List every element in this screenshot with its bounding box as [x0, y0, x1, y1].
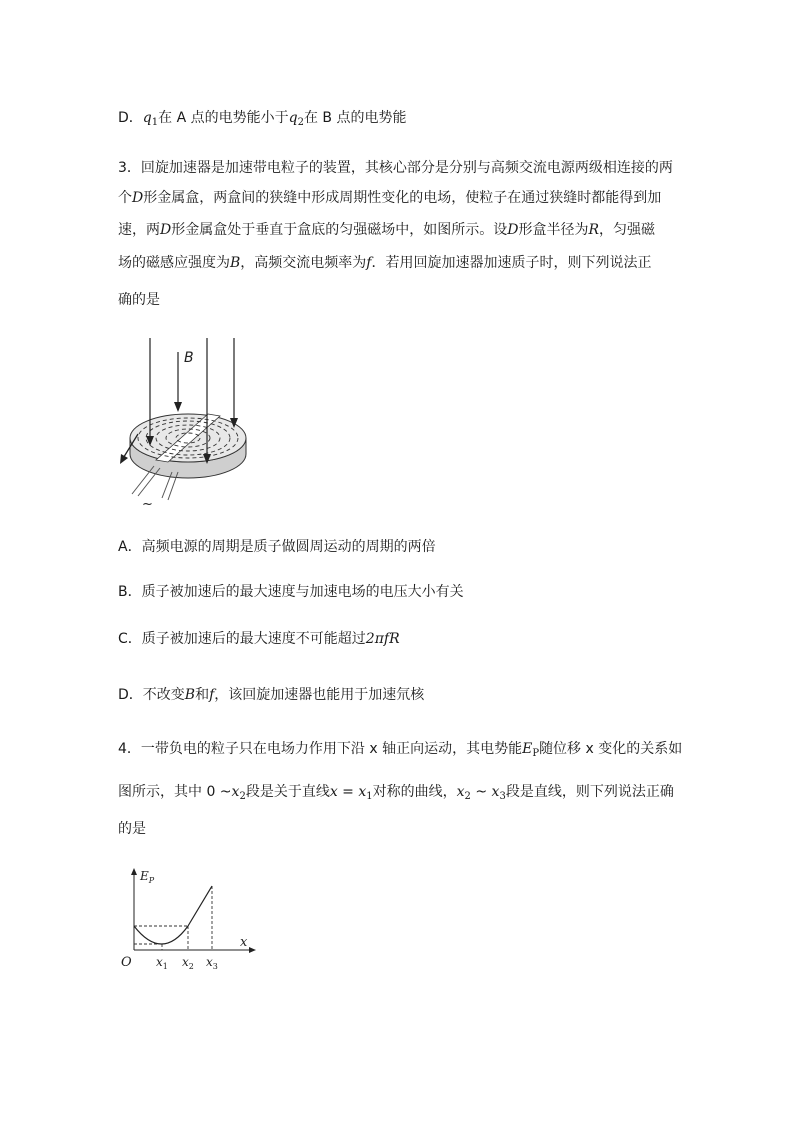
subscript: 1: [151, 117, 159, 128]
ep-curve: [134, 926, 188, 944]
var-x: x: [456, 784, 465, 800]
y-axis-arrow: [131, 868, 137, 875]
text: 形金属盒处于垂直于盒底的匀强磁场中，如图所示。设: [171, 222, 508, 238]
text: 个: [118, 190, 132, 206]
var-f: f: [209, 687, 215, 703]
option-text: C．质子被加速后的最大速度不可能超过: [118, 631, 366, 647]
q3-option-a[interactable]: A．高频电源的周期是质子做圆周运动的周期的两倍: [118, 539, 436, 555]
var-R: R: [588, 222, 600, 238]
subscript: 2: [464, 791, 471, 802]
text: 段是直线，则下列说法正确: [505, 784, 674, 800]
var-x: x: [231, 784, 240, 800]
q3-option-b[interactable]: B．质子被加速后的最大速度与加速电场的电压大小有关: [118, 584, 464, 600]
text: ~: [470, 784, 492, 800]
origin-label: O: [121, 955, 132, 970]
text: 4．一带负电的粒子只在电场力作用下沿 x 轴正向运动，其电势能: [118, 741, 523, 757]
subscript: 3: [499, 791, 506, 802]
tick-x1: $x_1$: [156, 955, 168, 971]
exit-arrow-head: [120, 454, 128, 464]
text: 形金属盒，两盒间的狭缝中形成周期性变化的电场，使粒子在通过狭缝时都能得到加: [143, 190, 662, 206]
q3-stem-line1: 3．回旋加速器是加速带电粒子的装置，其核心部分是分别与高频交流电源两级相连接的两: [118, 160, 673, 176]
q3-option-c[interactable]: [118, 629, 400, 649]
var-D: D: [507, 222, 519, 238]
var-f: f: [366, 255, 372, 271]
var-D: D: [160, 222, 172, 238]
q2-option-d[interactable]: [118, 108, 406, 133]
subscript: 2: [239, 791, 246, 802]
option-text: 在 B 点的电势能: [303, 110, 407, 126]
var-B: B: [230, 255, 241, 271]
option-text: D．不改变: [118, 687, 185, 703]
q3-stem-line5: 确的是: [118, 292, 160, 308]
option-text: ，该回旋加速器也能用于加速氘核: [214, 687, 425, 703]
text: ．若用回旋加速器加速质子时，则下列说法正: [371, 255, 652, 271]
var-E: E: [522, 741, 533, 757]
formula: 2πfR: [365, 631, 400, 647]
var-q: q: [288, 110, 298, 126]
option-text: 和: [195, 687, 210, 703]
ac-source-symbol: ~: [142, 497, 153, 510]
q4-stem-line1: [118, 739, 682, 764]
q3-stem-line4: [118, 253, 651, 273]
q4-stem-line3: 的是: [118, 821, 146, 837]
subscript: P: [532, 748, 540, 759]
cyclotron-figure: [112, 330, 262, 510]
text: 图所示，其中 0 ~: [118, 784, 232, 800]
text: 场的磁感应强度为: [118, 255, 230, 271]
subscript: 1: [366, 791, 373, 802]
ep-x-graph: [118, 862, 268, 974]
text: ，高频交流电频率为: [240, 255, 367, 271]
q4-stem-line2: [118, 782, 674, 807]
var-B: B: [184, 687, 196, 703]
x-axis-arrow: [249, 947, 256, 953]
label-B: B: [184, 350, 194, 366]
text: 形盒半径为: [518, 222, 589, 238]
option-label: D．: [118, 110, 143, 126]
var-q: q: [142, 110, 152, 126]
text: 速，两: [118, 222, 160, 238]
ep-line-segment: [188, 886, 212, 926]
q3-option-d[interactable]: [118, 685, 424, 705]
var-x: x: [491, 784, 500, 800]
text: 对称的曲线，: [372, 784, 457, 800]
x-axis-label: x: [240, 935, 248, 950]
var-D: D: [132, 190, 144, 206]
text: 段是关于直线: [245, 784, 330, 800]
q3-stem-line2: [118, 188, 661, 208]
tick-x2: $x_2$: [182, 955, 194, 971]
text: ，匀强磁: [599, 222, 656, 238]
subscript: 2: [297, 117, 304, 128]
text: 随位移 x 变化的关系如: [539, 741, 683, 757]
q3-stem-line3: [118, 220, 655, 240]
option-text: 在 A 点的电势能小于: [158, 110, 289, 126]
y-axis-label: $E_P$: [140, 869, 155, 885]
equation: x = x: [329, 784, 367, 800]
tick-x3: $x_3$: [206, 955, 218, 971]
